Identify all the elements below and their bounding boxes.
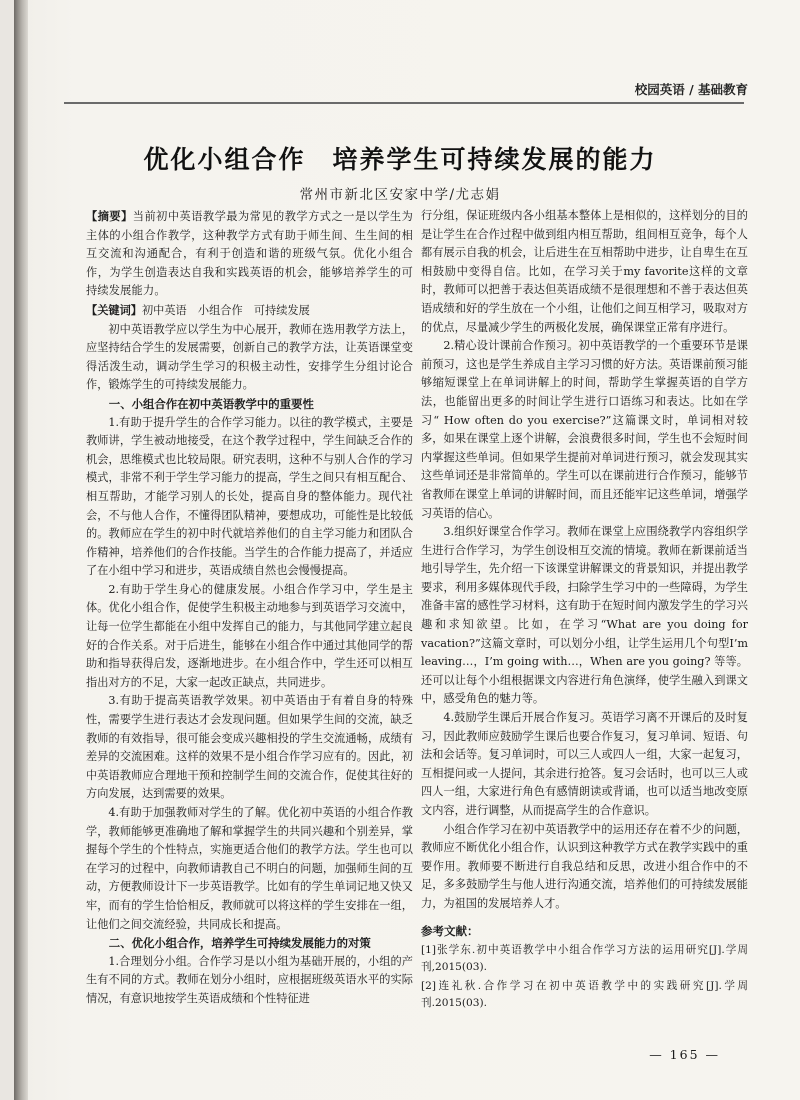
reference-item: [1]张学东.初中英语教学中小组合作学习方法的运用研究[J].学周刊,2015(03). xyxy=(421,944,748,974)
paragraph: 2.精心设计课前合作预习。初中英语教学的一个重要环节是课前预习，这也是学生养成自主学习习惯的好方法。英语课前预习能够缩短课堂上在单词讲解上的时间，帮助学生掌握英语的自学方法，也能留出更多的时间让学生进行口语练习和表达。比如在学习“ How often do you exercise?”这篇课文时，单词相对较多，如果在课堂上逐个讲解，会浪费很多时间，学生也不会短时间内掌握这些单词。但如果学生提前对单词进行预习，就会发现其实这些单词还是非常简单的。学生可以在课前进行合作预习，能够节省教师在课堂上单词的讲解时间，而且还能牢记这些单词，增强学习英语的信心。 xyxy=(421,339,748,520)
conclusion-paragraph: 小组合作学习在初中英语教学中的运用还存在着不少的问题，教师应不断优化小组合作，认识到这种教学方式在教学实践中的重要作用。教师要不断进行自我总结和反思，改进小组合作中的不足，多多鼓励学生与他人进行沟通交流，培养他们的可持续发展能力，为祖国的发展培养人才。 xyxy=(421,822,748,910)
paragraph: 1.合理划分小组。合作学习是以小组为基础开展的，小组的产生有不同的方式。教师在划分小组时，应根据班级英语水平的实际情况，有意识地按学生英语成绩和个性特征进 xyxy=(86,954,413,1005)
paragraph: 4.有助于加强教师对学生的了解。优化初中英语的小组合作教学，教师能够更准确地了解和掌握学生的共同兴趣和个别差异，掌握每个学生的个性特点，实施更适合他们的教学方法。学生也可以在学习的过程中，向教师请教自己不明白的问题，加强师生间的互动，方便教师设计下一步英语教学。比如有的学生单词记地又快又牢，而有的学生恰恰相反，教师就可以将这样的学生安排在一组，让他们之间交流经验，共同成长和提高。 xyxy=(86,806,413,931)
paragraph: 2.有助于学生身心的健康发展。小组合作学习中，学生是主体。优化小组合作，促使学生积极主动地参与到英语学习交流中，让每一位学生都能在小组中发挥自己的能力，与其他同学建立起良好的合作关系。对于后进生，能够在小组合作中通过其他同学的帮助和指导获得启发，逐渐地进步。在小组合作中，学生还可以相互指出对方的不足，大家一起改正缺点，共同进步。 xyxy=(86,582,413,689)
left-column xyxy=(86,207,413,1009)
paragraph: 3.组织好课堂合作学习。教师在课堂上应围绕教学内容组织学生进行合作学习，为学生创设相互交流的情境。教师在新课前适当地引导学生，先介绍一下该课堂讲解课文的背景知识，并提出教学要求，利用多媒体现代手段，扫除学生学习中的一些障碍，为学生准备丰富的感性学习材料，这有助于在短时间内激发学生的学习兴趣和求知欲望。比如，在学习“What are you doing for vacation?”这篇文章时，可以划分小组，让学生运用几个句型I’m leaving…，I’m going with…，When are you going? 等等。还可以让每个小组根据课文内容进行角色演绎，使学生融入到课文中，感受角色的魅力等。 xyxy=(421,525,748,706)
paragraph: 3.有助于提高英语教学效果。初中英语由于有着自身的特殊性，需要学生进行表达才会发现问题。但如果学生间的交流，缺乏教师的有效指导，很可能会变成兴趣相投的学生交流通畅，成绩有差异的交流困难。这样的效果不是小组合作学习应有的。因此，初中英语教师应合理地干预和控制学生间的交流合作，促使其往好的方向发展，达到需要的效果。 xyxy=(86,694,413,801)
abstract-label: 【摘要】 xyxy=(86,209,133,223)
reference-item: [2]连礼秋.合作学习在初中英语教学中的实践研究[J].学周刊.2015(03). xyxy=(421,980,748,1010)
keywords-label: 【关键词】 xyxy=(86,302,142,317)
article-author: 常州市新北区安家中学/尤志娟 xyxy=(299,187,501,203)
paragraph: 行分组，保证班级内各小组基本整体上是相似的，这样划分的目的是让学生在合作过程中做到组内相互帮助，组间相互竞争，每个人都有展示自我的机会，让后进生在互相帮助中进步，让自卑生在互相鼓励中变得自信。比如，在学习关于my favorite这样的文章时，教师可以把善于表达但英语成绩不是很理想和不善于表达但英语成绩和好的学生放在一个小组，让他们之间互相学习，吸取对方的优点，尽量减少学生的两极化发展，确保课堂正常有序进行。 xyxy=(421,209,748,334)
abstract-text: 当前初中英语教学最为常见的教学方式之一是以学生为主体的小组合作教学，这种教学方式有助于师生间、生生间的相互交流和沟通配合，有利于创造和谐的班级气氛。优化小组合作，为学生创造表达自我和实践英语的机会，能够培养学生的可持续发展能力。 xyxy=(86,210,413,298)
keywords xyxy=(86,301,413,321)
page-number: — 165 — xyxy=(649,1047,720,1062)
paragraph: 1.有助于提升学生的合作学习能力。以往的教学模式，主要是教师讲，学生被动地接受，在这个教学过程中，学生间缺乏合作的机会，思维模式也比较局限。研究表明，这种不与别人合作的学习模式，非常不利于学生学习能力的提高，学生之间只有相互配合、相互帮助，才能学习别人的长处，提高自身的整体能力。现代社会，不与他人合作，不懂得团队精神，要想成功，可能性是比较低的。教师应在学生的初中时代就培养他们的自主学习能力和团队合作精神，培养他们的合作技能。当学生的合作能力提高了，并适应了在小组中学习和进步，英语成绩自然也会慢慢提高。 xyxy=(86,415,413,578)
abstract xyxy=(86,207,413,301)
page-gutter-shadow xyxy=(14,0,28,1100)
section-heading-2: 二、优化小组合作，培养学生可持续发展能力的对策 xyxy=(108,936,371,951)
intro-paragraph: 初中英语教学应以学生为中心展开，教师在选用教学方法上，应坚持结合学生的发展需要，创新自己的教学方法，让英语课堂变得活泼生动，调动学生学习的积极主动性，安排学生分组讨论合作，锻炼学生的可持续发展能力。 xyxy=(86,322,413,392)
right-column xyxy=(421,207,748,1012)
references-title: 参考文献： xyxy=(421,923,479,938)
paragraph: 4.鼓励学生课后开展合作复习。英语学习离不开课后的及时复习，因此教师应鼓励学生课后也要合作复习，复习单词、短语、句法和会话等。复习单词时，可以三人或四人一组，大家一起复习，互相提问或一人提问，其余进行抢答。复习会话时，也可以三人或四人一组，大家进行角色有感情朗读或背诵，也可以适当地改变原文内容，进行调整，从而提高学生的合作意识。 xyxy=(421,711,748,817)
keywords-text: 初中英语 小组合作 可持续发展 xyxy=(141,303,310,317)
section-heading-1: 一、小组合作在初中英语教学中的重要性 xyxy=(108,396,314,411)
journal-header: 校园英语 / 基础教育 xyxy=(634,82,748,97)
article-title: 优化小组合作 培养学生可持续发展的能力 xyxy=(143,145,657,174)
